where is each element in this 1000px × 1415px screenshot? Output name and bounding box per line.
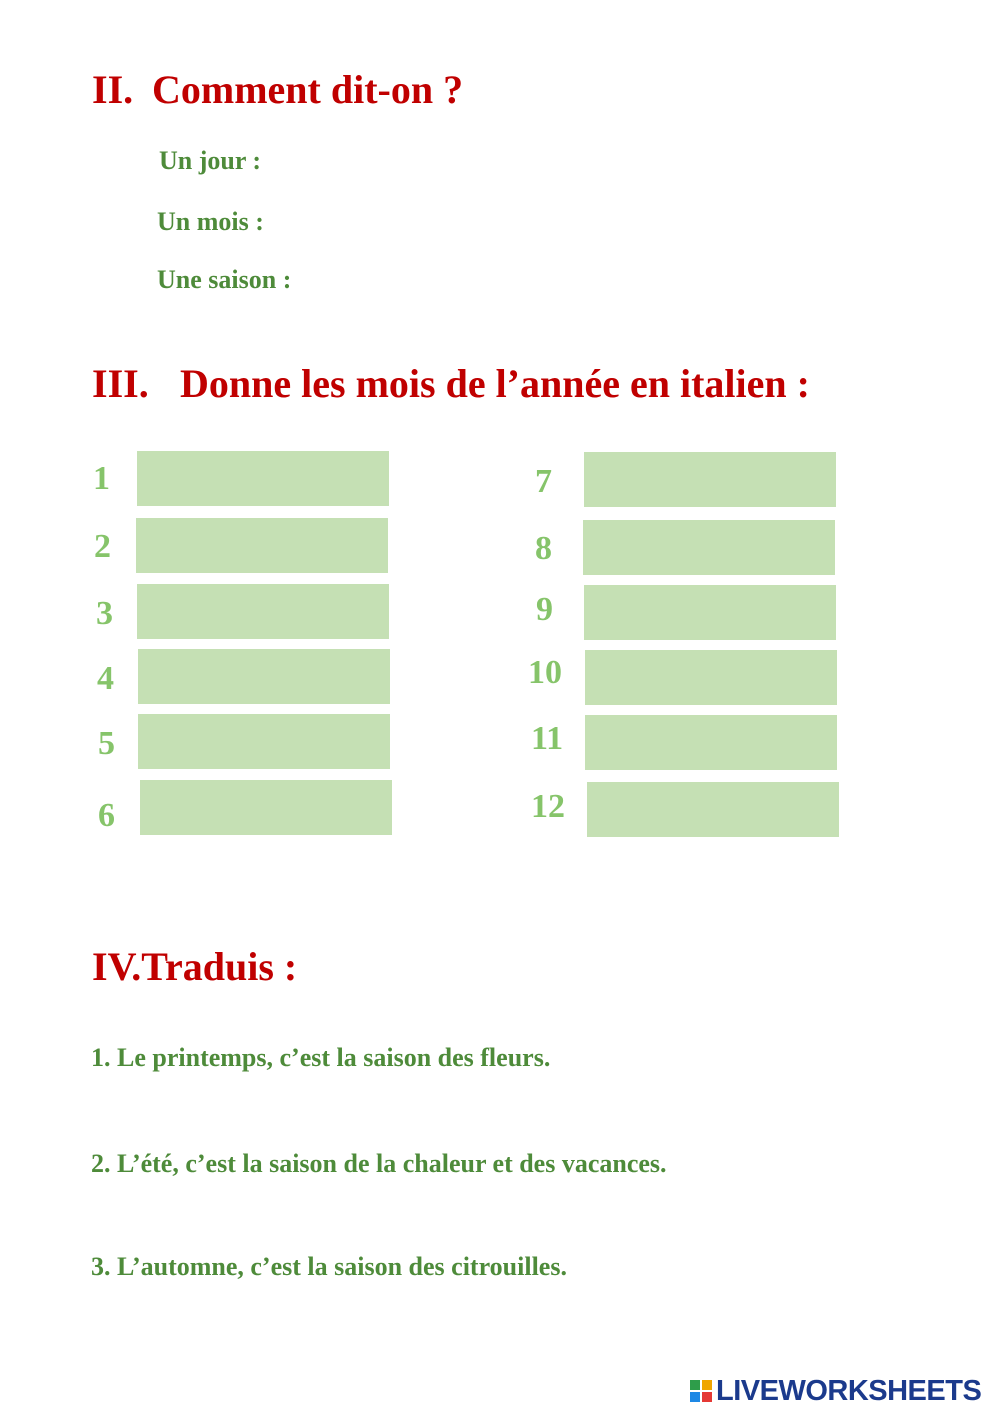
month-input-10[interactable] [585, 650, 837, 705]
section-title: Comment dit-on ? [152, 67, 464, 112]
month-number-2: 2 [94, 528, 111, 565]
sentence-1: 1. Le printemps, c’est la saison des fleurs. [91, 1043, 551, 1072]
sentence-3: 3. L’automne, c’est la saison des citrouilles. [91, 1252, 567, 1281]
month-input-7[interactable] [584, 452, 836, 507]
label-une-saison: Une saison : [157, 265, 292, 294]
month-number-6: 6 [98, 797, 115, 834]
month-number-8: 8 [535, 530, 552, 567]
translation-input-1[interactable] [91, 1080, 895, 1118]
sentence-2: 2. L’été, c’est la saison de la chaleur et des vacances. [91, 1149, 667, 1178]
section-title: Donne les mois de l’année en italien : [180, 361, 810, 406]
un-mois-input[interactable] [295, 203, 799, 241]
translation-input-3[interactable] [91, 1289, 895, 1327]
month-input-9[interactable] [584, 585, 836, 640]
month-input-12[interactable] [587, 782, 839, 837]
month-input-2[interactable] [136, 518, 388, 573]
label-un-jour: Un jour : [159, 146, 262, 175]
month-number-7: 7 [535, 463, 552, 500]
month-number-4: 4 [97, 660, 114, 697]
section-title: Traduis : [141, 944, 298, 989]
month-number-10: 10 [528, 654, 562, 691]
month-number-3: 3 [96, 595, 113, 632]
month-number-11: 11 [531, 720, 564, 757]
month-input-6[interactable] [140, 780, 392, 835]
month-number-12: 12 [531, 788, 565, 825]
section-number: III. [92, 361, 149, 406]
month-input-4[interactable] [138, 649, 390, 704]
month-input-1[interactable] [137, 451, 389, 506]
liveworksheets-logo [690, 1376, 981, 1406]
logo-text: LIVEWORKSHEETS [716, 1374, 982, 1407]
month-input-5[interactable] [138, 714, 390, 769]
section-number: IV. [92, 944, 142, 989]
liveworksheets-logo-icon [690, 1380, 712, 1402]
month-input-3[interactable] [137, 584, 389, 639]
month-number-9: 9 [536, 591, 553, 628]
une-saison-input[interactable] [325, 261, 829, 299]
month-number-5: 5 [98, 725, 115, 762]
month-number-1: 1 [93, 460, 110, 497]
translation-input-2[interactable] [91, 1186, 895, 1224]
month-input-11[interactable] [585, 715, 837, 770]
month-input-8[interactable] [583, 520, 835, 575]
section-3-heading [92, 361, 810, 406]
section-number: II. [92, 67, 134, 112]
section-4-heading [92, 944, 298, 989]
un-jour-input[interactable] [290, 142, 794, 180]
label-un-mois: Un mois : [157, 207, 264, 236]
section-2-heading [92, 67, 464, 112]
